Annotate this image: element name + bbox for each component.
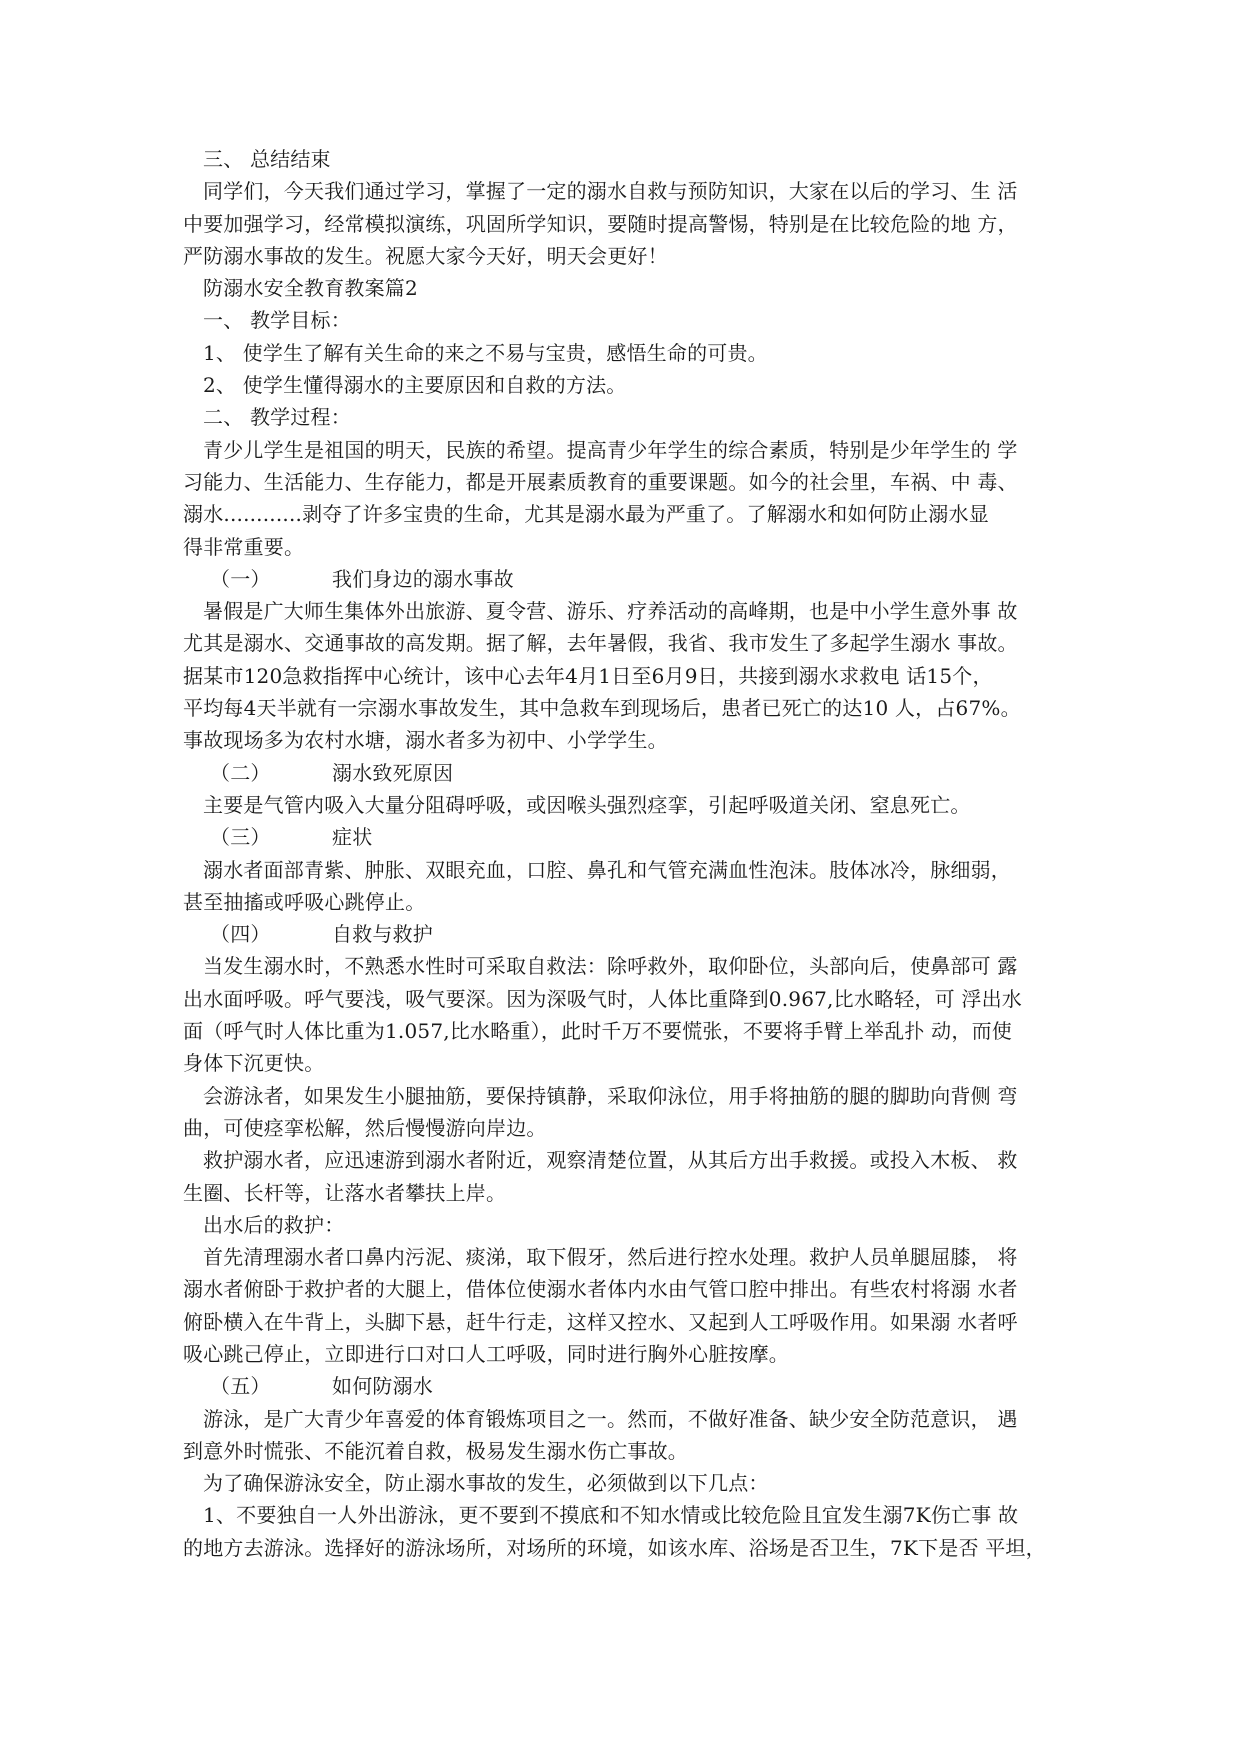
section-heading: 三、 总结结束 (203, 147, 331, 171)
list-item: 1、 使学生了解有关生命的来之不易与宝贵，感悟生命的可贵。 (203, 340, 768, 365)
paragraph-line: 俯卧横入在牛背上，头脚下悬，赶牛行走，这样又控水、又起到人工呼吸作用。如果溺 水者呼 (183, 1309, 1018, 1334)
paragraph-line: 游泳，是广大青少年喜爱的体育锻炼项目之一。然而，不做好准备、缺少安全防范意识， 遇 (203, 1406, 1018, 1431)
paragraph-line: 甚至抽搐或呼吸心跳停止。 (183, 889, 426, 914)
subsection-title: 如何防溺水 (332, 1374, 433, 1399)
paragraph-line: 出水面呼吸。呼气要浅，吸气要深。因为深吸气时，人体比重降到0.967,比水略轻，可 浮出水 (183, 986, 1022, 1011)
paragraph-line: 同学们，今天我们通过学习，掌握了一定的溺水自救与预防知识，大家在以后的学习、生 活 (203, 179, 1018, 204)
paragraph-line: 生圈、长杆等，让落水者攀扶上岸。 (183, 1180, 507, 1205)
subsection-title: 自救与救护 (332, 922, 433, 947)
subsection-number: （二） (210, 760, 271, 785)
subsection-number: （一） (210, 566, 271, 591)
paragraph-line: 面（呼气时人体比重为1.057,比水略重），此时千万不要慌张，不要将手臂上举乱扑 动，而使 (183, 1019, 1012, 1044)
paragraph-line: 吸心跳己停止，立即进行口对口人工呼吸，同时进行胸外心脏按摩。 (183, 1341, 789, 1366)
subsection-title: 我们身边的溺水事故 (332, 566, 514, 591)
paragraph-line: 据某市120急救指挥中心统计，该中心去年4月1日至6月9日，共接到溺水求救电 话15个， (183, 663, 993, 688)
subsection-heading (183, 757, 1077, 789)
subsection-number: （五） (210, 1374, 271, 1399)
paragraph-line: 救护溺水者，应迅速游到溺水者附近，观察清楚位置，从其后方出手救援。或投入木板、 救 (203, 1148, 1018, 1173)
paragraph-line: 中要加强学习，经常模拟演练，巩固所学知识，要随时提高警惕，特别是在比较危险的地 方， (183, 211, 1018, 236)
article-title: 防溺水安全教育教案篇2 (203, 276, 418, 301)
paragraph-line: 身体下沉更快。 (183, 1051, 325, 1076)
paragraph-line: 暑假是广大师生集体外出旅游、夏令营、游乐、疗养活动的高峰期，也是中小学生意外事 故 (203, 599, 1018, 624)
paragraph-line: 为了确保游泳安全，防止溺水事故的发生，必须做到以下几点： (203, 1471, 769, 1496)
subsection-heading (183, 1370, 1077, 1402)
list-item: 2、 使学生懂得溺水的主要原因和自救的方法。 (203, 373, 627, 398)
subsection-heading (183, 563, 1077, 595)
paragraph-line: 主要是气管内吸入大量分阻碍呼吸，或因喉头强烈痉挛，引起呼吸道关闭、窒息死亡。 (203, 792, 971, 817)
document-page (183, 143, 1077, 1564)
paragraph-line: 溺水............剥夺了许多宝贵的生命，尤其是溺水最为严重了。了解溺水和如何防止溺水显 (183, 502, 989, 527)
subsection-heading (183, 821, 1077, 853)
paragraph-line: 平均每4天半就有一宗溺水事故发生，其中急救车到现场后，患者已死亡的达10 人，占67%。 (183, 696, 1021, 721)
paragraph-line: 溺水者俯卧于救护者的大腿上，借体位使溺水者体内水由气管口腔中排出。有些农村将溺 水者 (183, 1277, 1018, 1302)
paragraph-line: 事故现场多为农村水塘，溺水者多为初中、小学学生。 (183, 728, 668, 753)
paragraph-line: 出水后的救护： (203, 1212, 345, 1237)
paragraph-line: 严防溺水事故的发生。祝愿大家今天好，明天会更好！ (183, 243, 668, 268)
paragraph-line: 得非常重要。 (183, 534, 305, 559)
paragraph-line: 首先清理溺水者口鼻内污泥、痰涕，取下假牙，然后进行控水处理。救护人员单腿屈膝， 将 (203, 1245, 1018, 1270)
subsection-title: 溺水致死原因 (332, 760, 454, 785)
section-heading: 二、 教学过程： (203, 405, 351, 430)
subsection-title: 症状 (332, 825, 373, 850)
paragraph-line: 1、不要独自一人外出游泳，更不要到不摸底和不知水情或比较危险且宜发生溺7K伤亡事 故 (203, 1503, 1019, 1528)
paragraph-line: 尤其是溺水、交通事故的高发期。据了解，去年暑假，我省、我市发生了多起学生溺水 事故。 (183, 631, 1018, 656)
paragraph-line: 曲，可使痉挛松解，然后慢慢游向岸边。 (183, 1115, 547, 1140)
paragraph-line: 的地方去游泳。选择好的游泳场所，对场所的环境，如该水库、浴场是否卫生，7K下是否 平坦， (183, 1535, 1046, 1560)
paragraph-line: 习能力、生活能力、生存能力，都是开展素质教育的重要课题。如今的社会里，车祸、中 毒、 (183, 469, 1018, 494)
section-heading: 一、 教学目标： (203, 308, 351, 333)
paragraph-line: 青少儿学生是祖国的明天，民族的希望。提高青少年学生的综合素质，特别是少年学生的 学 (203, 437, 1018, 462)
subsection-heading (183, 918, 1077, 950)
paragraph-line: 当发生溺水时，不熟悉水性时可采取自救法：除呼救外，取仰卧位，头部向后，使鼻部可 露 (203, 954, 1018, 979)
paragraph-line: 会游泳者，如果发生小腿抽筋，要保持镇静，采取仰泳位，用手将抽筋的腿的脚助向背侧 弯 (203, 1083, 1018, 1108)
paragraph-line: 溺水者面部青紫、肿胀、双眼充血，口腔、鼻孔和气管充满血性泡沫。肢体冰冷，脉细弱， (203, 857, 1011, 882)
subsection-number: （三） (210, 825, 271, 850)
subsection-number: （四） (210, 922, 271, 947)
paragraph-line: 到意外时慌张、不能沉着自救，极易发生溺水伤亡事故。 (183, 1438, 688, 1463)
